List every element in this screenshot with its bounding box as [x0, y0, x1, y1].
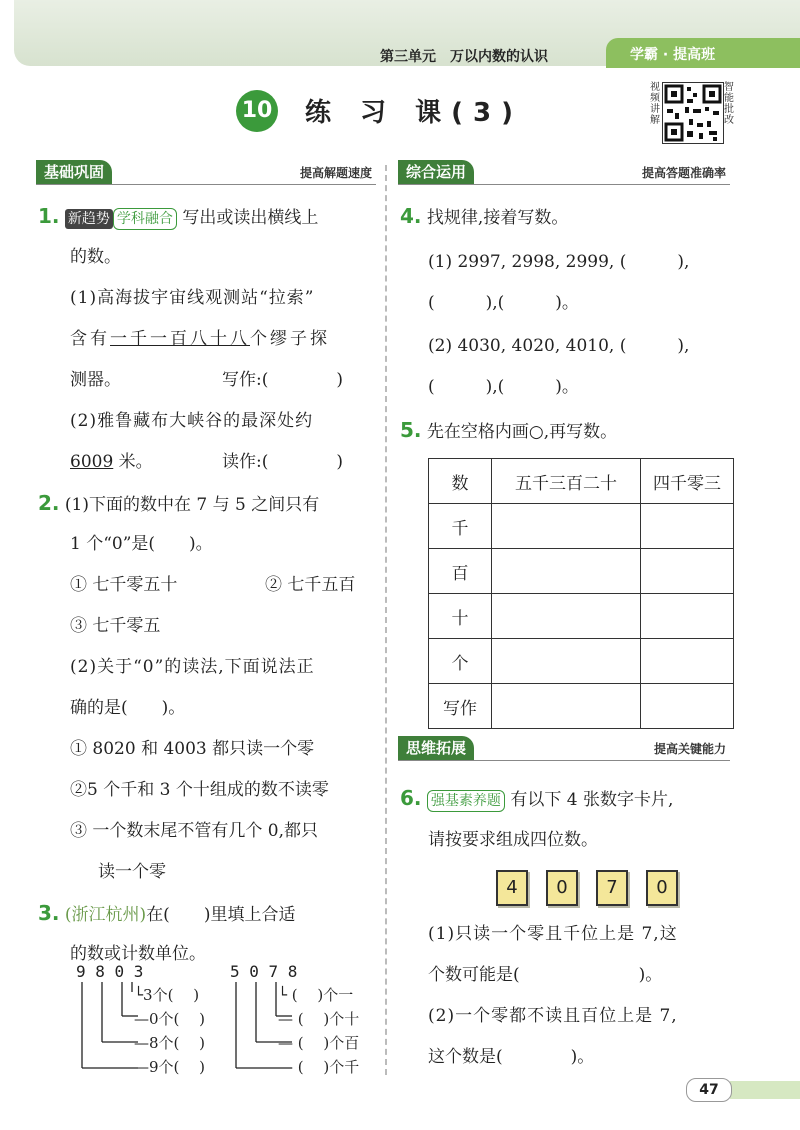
q6-p1a: (1)只读一个零且千位上是 7,这: [428, 924, 678, 944]
q3-line1: [38, 901, 295, 927]
q3-d2-row3[interactable]: — ( )个百: [278, 1034, 360, 1052]
table-cell[interactable]: [641, 639, 734, 684]
digit-card: 4: [496, 870, 528, 906]
q3-stem2: 的数或计数单位。: [70, 944, 206, 964]
q3-d2-row2[interactable]: — ( )个十: [278, 1010, 360, 1028]
q1-p1a: (1)高海拔宇宙线观测站“拉索”: [70, 288, 315, 308]
q5-table: [428, 458, 734, 729]
page-number-bar: [730, 1081, 800, 1099]
table-cell[interactable]: [492, 504, 641, 549]
q3-diagram2-number: 5 0 7 8: [230, 962, 298, 981]
q2-line1: [38, 491, 319, 517]
q2-p1b[interactable]: 1 个“0”是( )。: [70, 534, 213, 554]
q6-p2a: (2)一个零都不读且百位上是 7,: [428, 1006, 678, 1026]
table-cell[interactable]: [492, 639, 641, 684]
page-title: 练 习 课(3): [305, 98, 523, 128]
q1-stem: 写出或读出横线上: [182, 208, 319, 228]
table-cell[interactable]: [641, 594, 734, 639]
q2-statement1[interactable]: ① 8020 和 4003 都只读一个零: [70, 739, 315, 759]
q1-read-answer[interactable]: 读作:( ): [222, 452, 343, 472]
table-row-label: 个: [429, 639, 492, 684]
q3-d2-row1[interactable]: └ ( )个一: [278, 986, 354, 1004]
q4-number: 4.: [400, 204, 422, 228]
q2-p2b[interactable]: 确的是( )。: [70, 698, 186, 718]
section-apply-tag: 综合运用: [398, 160, 474, 184]
q6-stem2: 请按要求组成四位数。: [428, 830, 598, 850]
q3-number: 3.: [38, 901, 60, 925]
q3-stem: 在( )里填上合适: [146, 905, 296, 925]
q1-p2b-post: 米。: [118, 452, 153, 472]
q2-option1[interactable]: ① 七千零五十: [70, 575, 178, 595]
table-row: [429, 504, 734, 549]
q1-p2b: [70, 450, 153, 474]
table-header-row: [429, 459, 734, 504]
q1-p1b-underlined: 一千一百八十八: [110, 329, 250, 349]
q6-stem: 有以下 4 张数字卡片,: [510, 790, 674, 810]
q6-badge: 强基素养题: [427, 790, 505, 812]
q1-p1b: [70, 327, 330, 351]
table-row-label: 写作: [429, 684, 492, 729]
q1-line1: [38, 204, 318, 230]
q3-d1-row3[interactable]: —8个( ): [134, 1034, 206, 1052]
q1-badge-subject: 学科融合: [113, 208, 177, 230]
q4-stem: 找规律,接着写数。: [426, 208, 569, 228]
series-label: 学霸 · 提高班: [630, 47, 716, 63]
digit-card: 0: [546, 870, 578, 906]
q1-p1b-post: 个缪子探: [250, 329, 330, 349]
q1-number: 1.: [38, 204, 60, 228]
table-cell[interactable]: [492, 684, 641, 729]
qr-left-label: 视频讲解: [650, 82, 660, 126]
q6-p1b[interactable]: 个数可能是( )。: [428, 965, 663, 985]
q1-p2b-underlined: 6009: [70, 452, 114, 472]
lesson-number: 10: [236, 90, 278, 132]
unit-title: 第三单元 万以内数的认识: [380, 49, 548, 65]
q5-line1: [400, 418, 617, 444]
q1-badge-trend: 新趋势: [65, 209, 113, 229]
section-think-note: 提高关键能力: [653, 742, 726, 756]
table-row: [429, 639, 734, 684]
q3-d2-row4[interactable]: — ( )个千: [278, 1058, 360, 1076]
table-cell[interactable]: [641, 684, 734, 729]
q6-p2b[interactable]: 这个数是( )。: [428, 1047, 595, 1067]
table-cell[interactable]: [492, 549, 641, 594]
table-header-cell: 数: [429, 459, 492, 504]
digit-card: 7: [596, 870, 628, 906]
table-row: [429, 594, 734, 639]
q2-p1a: (1)下面的数中在 7 与 5 之间只有: [64, 495, 320, 515]
q6-number: 6.: [400, 786, 422, 810]
table-row-label: 千: [429, 504, 492, 549]
section-apply: [398, 160, 730, 185]
q2-option2[interactable]: ② 七千五百: [265, 575, 356, 595]
section-think: [398, 736, 730, 761]
section-basic-tag: 基础巩固: [36, 160, 112, 184]
q1-p1b-pre: 含有: [70, 329, 110, 349]
q3-d1-row4[interactable]: —9个( ): [134, 1058, 206, 1076]
q1-p1c: 测器。: [70, 370, 121, 390]
q2-statement3-cont: 读一个零: [98, 862, 166, 882]
table-cell[interactable]: [492, 594, 641, 639]
page-number: 47: [686, 1078, 732, 1102]
q1-write-answer[interactable]: 写作:( ): [222, 370, 343, 390]
column-divider: [385, 165, 387, 1075]
q5-number: 5.: [400, 418, 422, 442]
section-basic-note: 提高解题速度: [299, 166, 372, 180]
q1-stem2: 的数。: [70, 247, 121, 267]
q4-line1: [400, 204, 568, 230]
q3-d1-row1[interactable]: └3个( ): [134, 986, 200, 1004]
q2-statement3[interactable]: ③ 一个数末尾不管有几个 0,都只: [70, 821, 319, 841]
q4-line-b2[interactable]: ( ),( )。: [428, 377, 579, 397]
q2-statement2[interactable]: ②5 个千和 3 个十组成的数不读零: [70, 780, 329, 800]
q3-tag: (浙江杭州): [64, 905, 147, 925]
q4-line-a2[interactable]: ( ),( )。: [428, 293, 579, 313]
table-row: [429, 549, 734, 594]
qr-code-icon[interactable]: [662, 82, 724, 144]
table-cell[interactable]: [641, 549, 734, 594]
q3-diagram1-number: 9 8 0 3: [76, 962, 144, 981]
section-think-tag: 思维拓展: [398, 736, 474, 760]
q2-number: 2.: [38, 491, 60, 515]
q4-line-a1[interactable]: (1) 2997, 2998, 2999, ( ),: [428, 252, 690, 272]
digit-card: 0: [646, 870, 678, 906]
table-cell[interactable]: [641, 504, 734, 549]
q4-line-b1[interactable]: (2) 4030, 4020, 4010, ( ),: [428, 336, 690, 356]
table-row: [429, 684, 734, 729]
qr-right-label: 智能批改: [724, 82, 734, 126]
table-row-label: 百: [429, 549, 492, 594]
q3-d1-row2[interactable]: —0个( ): [134, 1010, 206, 1028]
q5-stem: 先在空格内画○,再写数。: [426, 422, 618, 442]
table-row-label: 十: [429, 594, 492, 639]
q6-line1: [400, 786, 673, 812]
q2-p2a: (2)关于“0”的读法,下面说法正: [70, 657, 315, 677]
table-header-cell: 五千三百二十: [492, 459, 641, 504]
section-apply-note: 提高答题准确率: [641, 166, 726, 180]
section-basic: [36, 160, 376, 185]
table-header-cell: 四千零三: [641, 459, 734, 504]
q1-p2a: (2)雅鲁藏布大峡谷的最深处约: [70, 411, 314, 431]
q2-option3[interactable]: ③ 七千零五: [70, 616, 161, 636]
